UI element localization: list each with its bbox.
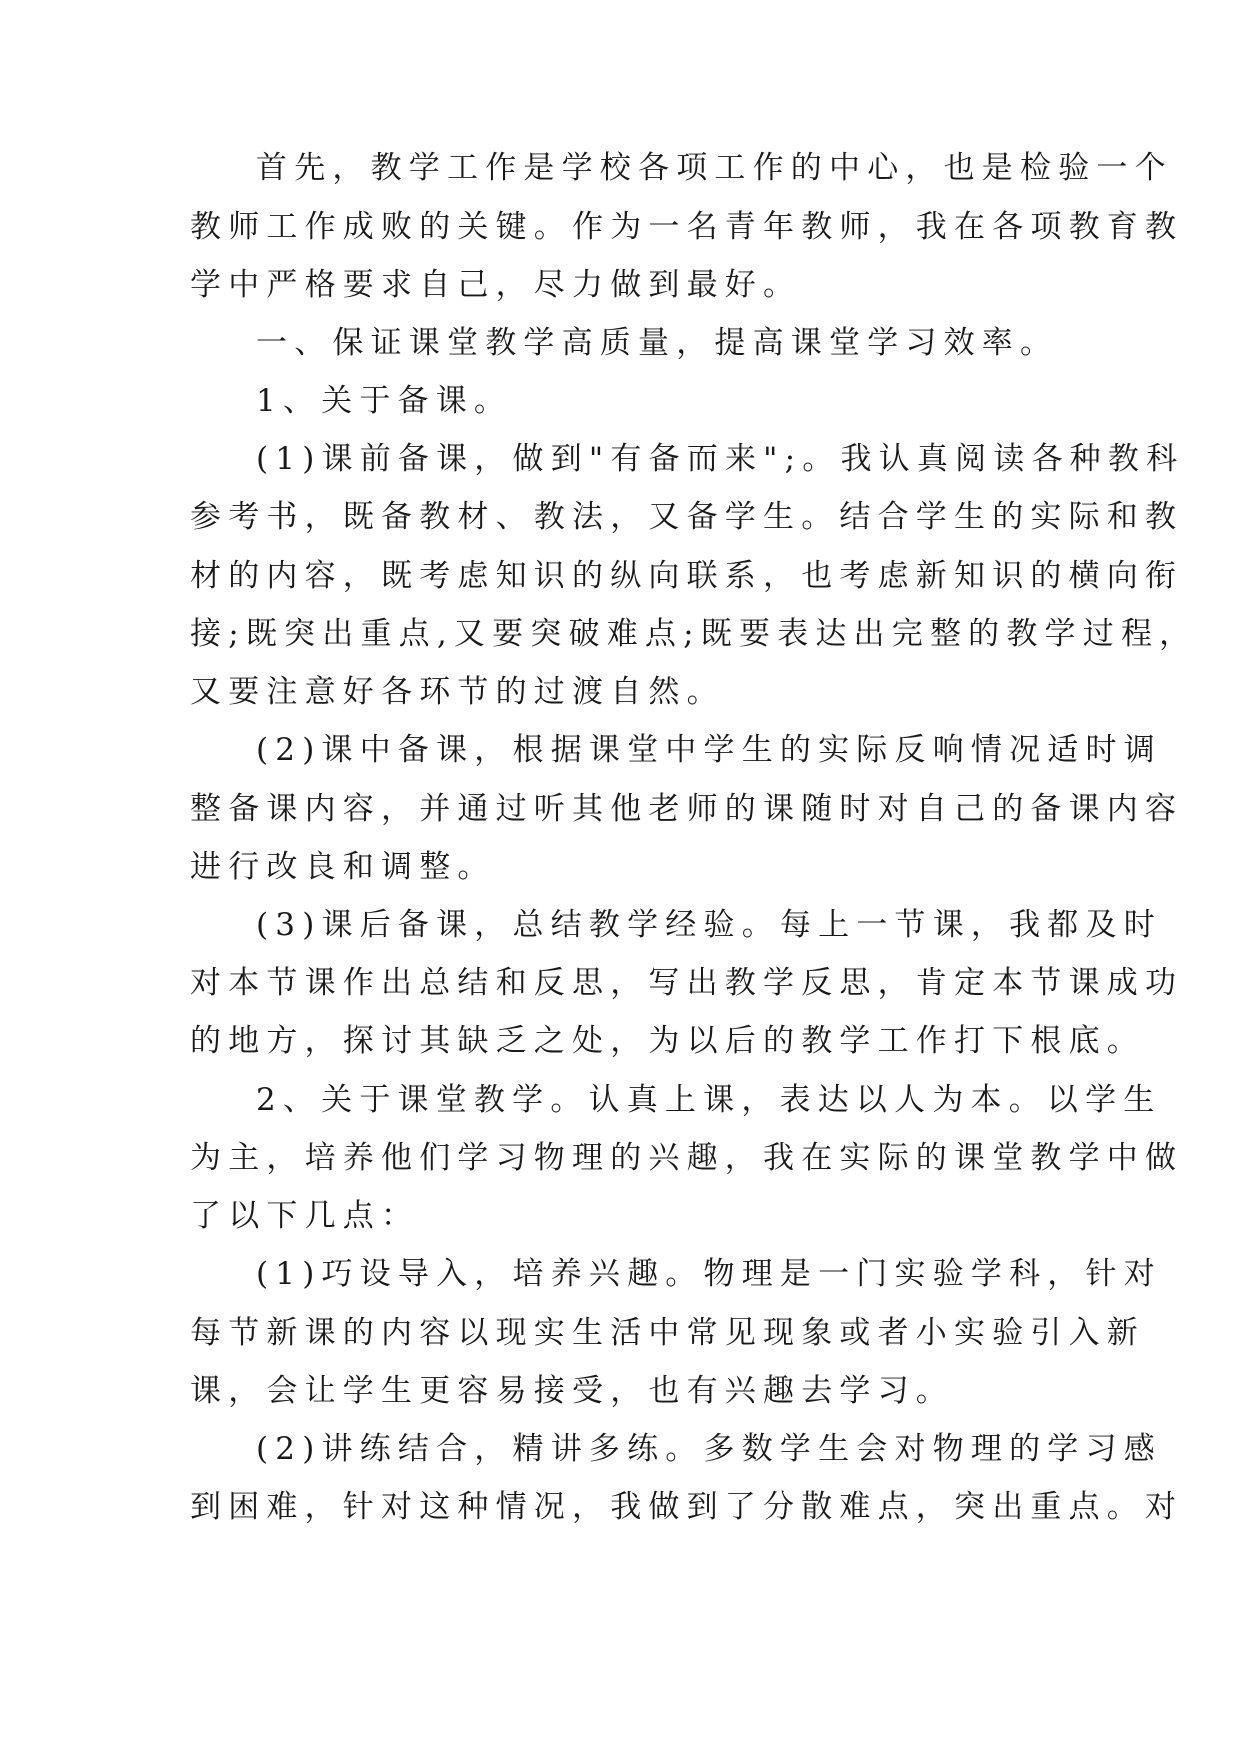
text-line: 的地方，探讨其缺乏之处，为以后的教学工作打下根底。 [190,1023,1145,1059]
text-line: 一、保证课堂教学高质量，提高课堂学习效率。 [256,325,1059,361]
text-line: 接;既突出重点,又要突破难点;既要表达出完整的教学过程， [190,616,1198,652]
text-line: (2)讲练结合，精讲多练。多数学生会对物理的学习感 [256,1431,1162,1467]
text-line: 整备课内容，并通过听其他老师的课随时对自己的备课内容 [190,791,1184,827]
text-line: 1、关于备课。 [256,383,513,419]
text-line: 参考书，既备教材、教法，又备学生。结合学生的实际和教 [190,499,1184,535]
text-line: 又要注意好各环节的过渡自然。 [190,674,725,710]
text-line: 对本节课作出总结和反思，写出教学反思，肯定本节课成功 [190,965,1184,1001]
text-line: 每节新课的内容以现实生活中常见现象或者小实验引入新 [190,1315,1145,1351]
text-line: 课，会让学生更容易接受，也有兴趣去学习。 [190,1373,954,1409]
text-line: (1)课前备课，做到"有备而来";。我认真阅读各种教科 [256,441,1185,477]
text-line: 到困难，针对这种情况，我做到了分散难点，突出重点。对 [190,1489,1184,1525]
text-line: (3)课后备课，总结教学经验。每上一节课，我都及时 [256,907,1162,943]
text-line: 教师工作成败的关键。作为一名青年教师，我在各项教育教 [190,209,1184,245]
text-line: 2、关于课堂教学。认真上课，表达以人为本。以学生 [256,1082,1162,1118]
text-line: 首先，教学工作是学校各项工作的中心，也是检验一个 [256,150,1173,186]
text-line: 进行改良和调整。 [190,849,496,885]
text-line: 学中严格要求自己，尽力做到最好。 [190,267,802,303]
text-line: (1)巧设导入，培养兴趣。物理是一门实验学科，针对 [256,1256,1162,1292]
text-line: (2)课中备课，根据课堂中学生的实际反响情况适时调 [256,732,1162,768]
text-line: 材的内容，既考虑知识的纵向联系，也考虑新知识的横向衔 [190,558,1184,594]
text-line: 了以下几点： [190,1198,420,1234]
text-line: 为主，培养他们学习物理的兴趣，我在实际的课堂教学中做 [190,1140,1184,1176]
